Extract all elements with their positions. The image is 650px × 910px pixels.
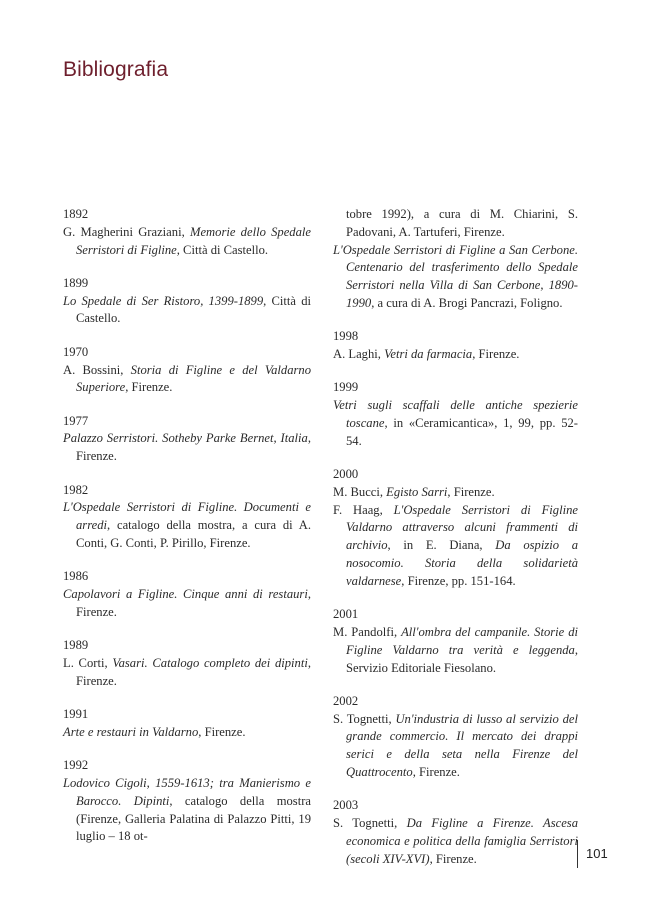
reference-text: Città di Castello. [179, 242, 269, 257]
reference-text: , Servizio Editoriale Fiesolano. [346, 642, 578, 675]
bibliography-entry [63, 706, 311, 742]
year-heading: 1998 [333, 329, 359, 344]
reference-title: Memorie dello Spedale Serristori di Figline, [76, 224, 311, 257]
reference-text: , Firenze. [76, 587, 311, 619]
reference [333, 711, 578, 782]
bibliography-entry [333, 206, 578, 313]
reference [333, 346, 578, 364]
reference-title: Da Figline a Firenze. Ascesa economica e politica della famiglia Serristori (secoli XIV-XVI) [346, 816, 578, 866]
bibliography-entry [333, 328, 578, 364]
reference [63, 586, 311, 622]
bibliography-entry [333, 693, 578, 782]
year-heading: 1986 [63, 569, 89, 584]
page-title: Bibliografia [63, 58, 169, 81]
reference-title: Capolavori a Figline. Cinque anni di restauri [63, 587, 308, 602]
reference-text: G. Magherini Graziani, [63, 224, 190, 239]
reference-title: L'Ospedale Serristori di Figline a San Cerbone. Centenario del trasferimento dello Spedale Serristori nella Villa di San Cerbone, 1890-1990 [333, 242, 578, 310]
reference-title: Lodovico Cigoli, 1559-1613; tra Manierismo e Barocco. Dipinti [63, 775, 311, 808]
reference [63, 224, 311, 260]
reference-text: M. Pandolfi, [333, 624, 402, 639]
bibliography-entry [63, 757, 311, 846]
reference-text: , Firenze. [472, 347, 520, 362]
reference-text: A. Bossini, [63, 362, 131, 377]
reference [333, 502, 578, 591]
reference [63, 430, 311, 466]
reference-continuation: tobre 1992), a cura di M. Chiarini, S. Padovani, A. Tartuferi, Firenze. [346, 207, 578, 239]
reference [333, 484, 578, 502]
bibliography-left-column [63, 206, 311, 862]
bibliography-right-column [333, 206, 578, 884]
reference-title: Vasari. Catalogo completo dei dipinti [112, 655, 308, 670]
reference [63, 724, 311, 742]
reference-title: Egisto Sarri [386, 484, 448, 499]
year-heading: 1991 [63, 707, 89, 722]
reference-text: , catalogo della mostra (Firenze, Galleria Palatina di Palazzo Pitti, 19 luglio – 18 ot- [76, 793, 311, 844]
year-heading: 1899 [63, 275, 89, 290]
reference-title: Da ospizio a nosocomio. Storia della solidarietà valdarnese [346, 538, 578, 588]
year-heading: 2001 [333, 607, 359, 622]
reference-title: Storia di Figline e del Valdarno Superiore [76, 362, 311, 395]
reference-title: Arte e restauri in Valdarno [63, 724, 199, 739]
reference-text: A. Laghi, [333, 347, 385, 362]
reference [63, 362, 311, 398]
reference-text: , Firenze. [125, 380, 173, 395]
reference-text: L. Corti, [63, 655, 113, 670]
bibliography-entry [63, 482, 311, 553]
bibliography-entry [63, 413, 311, 466]
bibliography-entry [333, 466, 578, 591]
reference-text: , catalogo della mostra, a cura di A. Conti, G. Conti, P. Pirillo, Firenze. [76, 518, 311, 550]
reference [63, 499, 311, 552]
reference-text: S. Tognetti, [333, 816, 407, 831]
reference-text: , Firenze. [429, 851, 477, 866]
bibliography-entry [63, 568, 311, 621]
reference-title: L'Ospedale Serristori di Figline. Documenti e arredi [63, 500, 311, 533]
year-heading: 2000 [333, 467, 359, 482]
year-heading: 1999 [333, 380, 359, 395]
reference-text: F. Haag, [333, 502, 394, 517]
reference-text: M. Bucci, [333, 484, 387, 499]
bibliography-entry [63, 344, 311, 397]
bibliography-entry [333, 379, 578, 450]
reference-text: , Firenze. [76, 431, 311, 464]
bibliography-entry [333, 797, 578, 868]
reference-text: S. Tognetti, [333, 711, 396, 726]
page-number: 101 [577, 840, 608, 868]
reference-title: Un'industria di lusso al servizio del grande commercio. Il mercato dei drappi serici e della seta nella Firenze del Quattrocento [346, 711, 578, 780]
reference-text: , a cura di A. Brogi Pancrazi, Foligno. [371, 295, 563, 310]
reference-text: , Firenze. [198, 724, 246, 739]
year-heading: 1970 [63, 344, 89, 359]
reference [333, 397, 578, 450]
year-heading: 2002 [333, 693, 359, 708]
reference-text: , Firenze. [412, 765, 460, 780]
year-heading: 1892 [63, 207, 89, 221]
reference-title: All'ombra del campanile. Storie di Figline Valdarno tra verità e leggenda [346, 624, 578, 657]
bibliography-entry [63, 637, 311, 690]
year-heading: 1992 [63, 758, 89, 773]
bibliography-entry [63, 206, 311, 259]
reference-text: , Città di Castello. [76, 293, 311, 326]
bibliography-entry [333, 606, 578, 677]
reference [63, 775, 311, 846]
reference-text: , in «Ceramicantica», 1, 99, pp. 52-54. [346, 415, 578, 448]
reference-text: , in E. Diana, [387, 538, 496, 553]
reference-text: , Firenze. [447, 484, 495, 499]
year-heading: 1977 [63, 413, 89, 428]
reference-title: L'Ospedale Serristori di Figline Valdarno attraverso alcuni frammenti di archivio [346, 502, 578, 553]
reference-text: , Firenze, pp. 151-164. [401, 573, 516, 588]
reference-title: Palazzo Serristori. Sotheby Parke Bernet, Italia [63, 431, 308, 446]
reference [63, 293, 311, 329]
reference-title: Lo Spedale di Ser Ristoro, 1399-1899 [63, 293, 264, 308]
reference [333, 815, 578, 868]
reference-title: Vetri da farmacia [384, 347, 473, 362]
year-heading: 1989 [63, 638, 89, 653]
year-heading: 1982 [63, 482, 89, 497]
reference [333, 242, 578, 313]
bibliography-entry [63, 275, 311, 328]
year-heading: 2003 [333, 798, 359, 813]
reference [333, 624, 578, 677]
reference-title: Vetri sugli scaffali delle antiche spezierie toscane [333, 398, 578, 430]
reference-text: , Firenze. [76, 655, 311, 688]
reference [63, 655, 311, 691]
